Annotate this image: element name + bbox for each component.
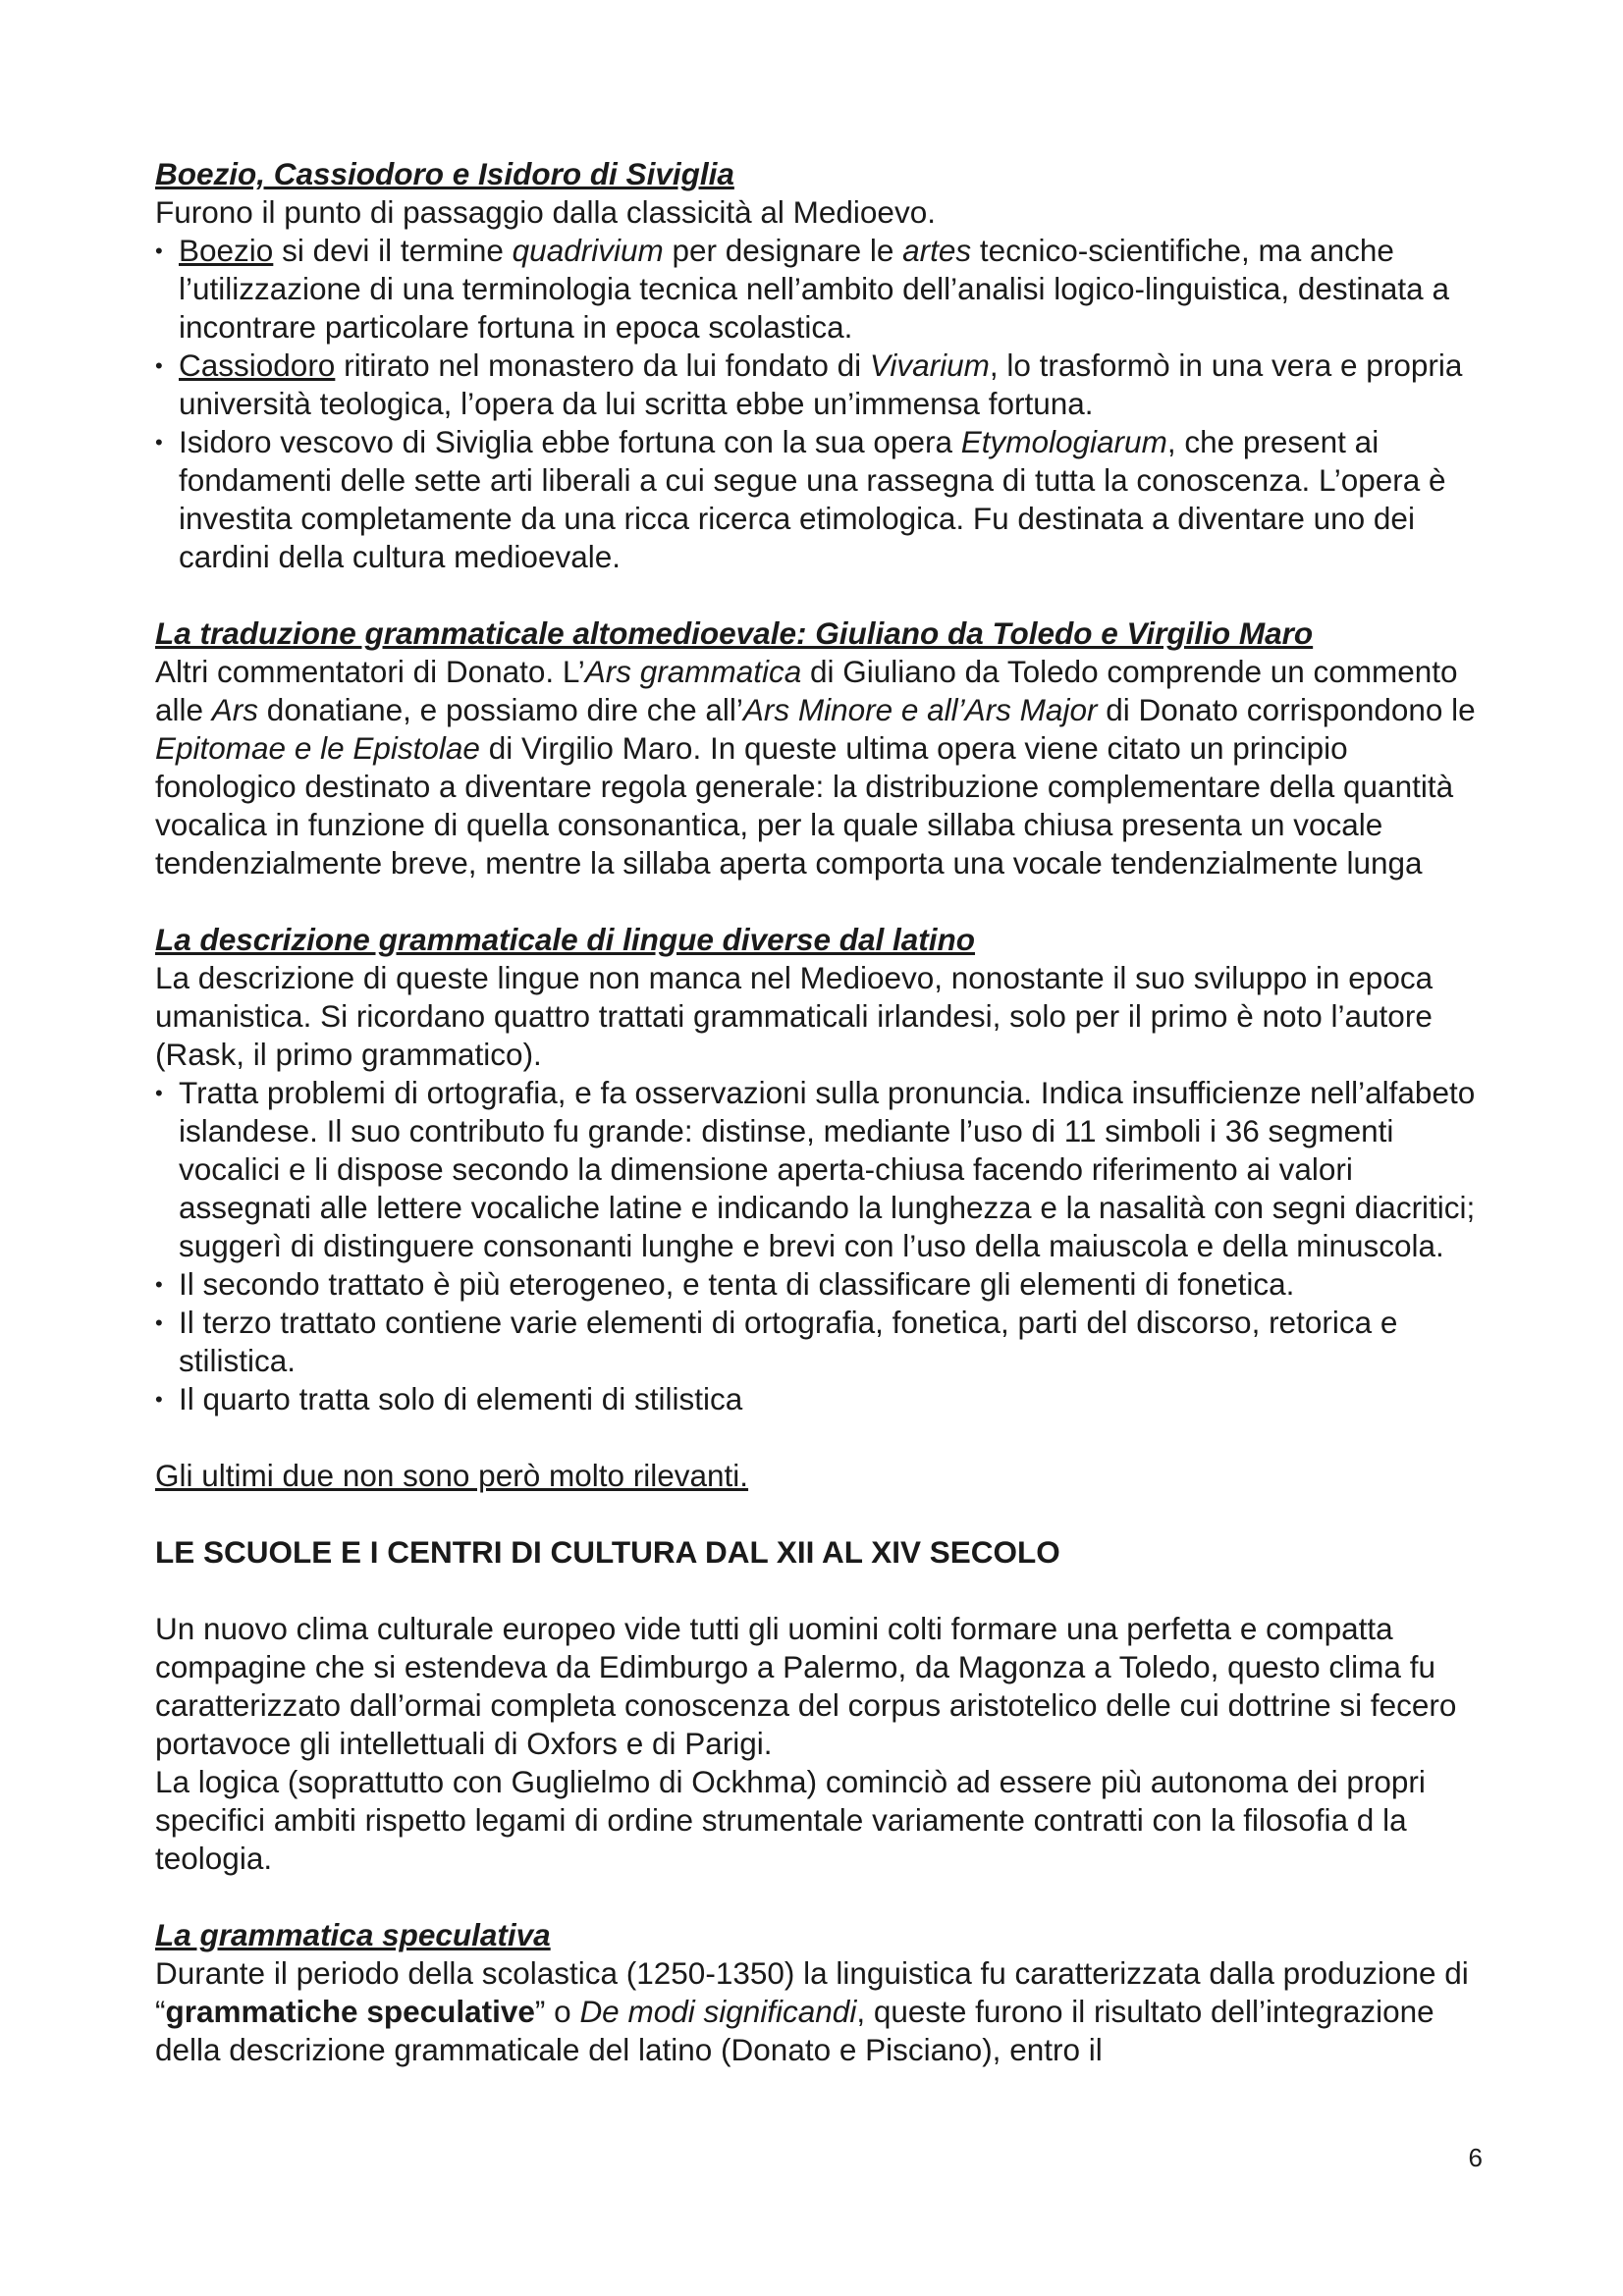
descrizione-list xyxy=(155,1074,1486,1418)
heading-boezio: Boezio, Cassiodoro e Isidoro di Siviglia xyxy=(155,156,734,191)
heading-descrizione: La descrizione grammaticale di lingue diverse dal latino xyxy=(155,922,976,957)
descrizione-intro: La descrizione di queste lingue non manca nel Medioevo, nonostante il suo sviluppo in epoca umanistica. Si ricordano quattro trattati grammaticali irlandesi, solo per il primo è noto l’autore (Rask, il primo grammatico). xyxy=(155,960,1434,1072)
page-number: 6 xyxy=(1468,2143,1483,2172)
scuole-paragraph-1: Un nuovo clima culturale europeo vide tutti gli uomini colti formare una perfetta e compatta compagine che si estendeva da Edimburgo a Palermo, da Magonza a Toledo, questo clima fu caratterizzato dall’ormai completa conoscenza del corpus aristotelico delle cui dottrine si fecero portavoce gli intellettuali di Oxfors e di Parigi. xyxy=(155,1611,1457,1761)
list-item: • Il secondo trattato è più eterogeneo, e tenta di classificare gli elementi di fonetica. xyxy=(155,1265,1486,1304)
list-item: • Il quarto tratta solo di elementi di stilistica xyxy=(155,1380,1486,1418)
list-item: • Tratta problemi di ortografia, e fa osservazioni sulla pronuncia. Indica insufficienze nell’alfabeto islandese. Il suo contributo fu grande: distinse, mediante l’uso di 11 simboli i 36 segmenti vocalici e li dispose secondo la dimensione aperta-chiusa facendo riferimento ai valori assegnati alle lettere vocaliche latine e indicando la lunghezza e la nasalità con segni diacritici; suggerì di distinguere consonanti lunghe e brevi con l’uso della maiuscola e della minuscola. xyxy=(155,1074,1486,1265)
heading-scuole: LE SCUOLE E I CENTRI DI CULTURA DAL XII AL XIV SECOLO xyxy=(155,1534,1060,1570)
list-item: • Boezio si devi il termine quadrivium per designare le artes tecnico-scientifiche, ma anche l’utilizzazione di una terminologia tecnica nell’ambito dell’analisi logico-linguistica, destinata a incontrare particolare fortuna in epoca scolastica. xyxy=(155,232,1486,347)
heading-traduzione: La traduzione grammaticale altomedioevale: Giuliano da Toledo e Virgilio Maro xyxy=(155,615,1314,651)
name-cassiodoro: Cassiodoro xyxy=(179,347,336,383)
scuole-paragraph-2: La logica (soprattutto con Guglielmo di Ockhma) cominciò ad essere più autonoma dei propri specifici ambiti rispetto legami di ordine strumentale variamente contratti con la filosofia d la teologia. xyxy=(155,1764,1426,1876)
boezio-intro: Furono il punto di passaggio dalla classicità al Medioevo. xyxy=(155,194,936,230)
list-item: • Isidoro vescovo di Siviglia ebbe fortuna con la sua opera Etymologiarum, che present ai fondamenti delle sette arti liberali a cui segue una rassegna di tutta la conoscenza. L’opera è investita completamente da una ricca ricerca etimologica. Fu destinata a diventare uno dei cardini della cultura medioevale. xyxy=(155,423,1486,576)
descrizione-note: Gli ultimi due non sono però molto rilevanti. xyxy=(155,1458,749,1493)
boezio-list xyxy=(155,232,1486,576)
speculativa-paragraph: Durante il periodo della scolastica (1250-1350) la linguistica fu caratterizzata dalla produzione di “grammatiche speculative” o De modi significandi, queste furono il risultato dell’integrazione della descrizione grammaticale del latino (Donato e Pisciano), entro il xyxy=(155,1955,1469,2067)
traduzione-paragraph: Altri commentatori di Donato. L’Ars grammatica di Giuliano da Toledo comprende un commento alle Ars donatiane, e possiamo dire che all’Ars Minore e all’Ars Major di Donato corrispondono le Epitomae e le Epistolae di Virgilio Maro. In queste ultima opera viene citato un principio fonologico destinato a diventare regola generale: la distribuzione complementare della quantità vocalica in funzione di quella consonantica, per la quale sillaba chiusa presenta un vocale tendenzialmente breve, mentre la sillaba aperta comporta una vocale tendenzialmente lunga xyxy=(155,654,1476,881)
list-item: • Il terzo trattato contiene varie elementi di ortografia, fonetica, parti del discorso, retorica e stilistica. xyxy=(155,1304,1486,1380)
list-item: • Cassiodoro ritirato nel monastero da lui fondato di Vivarium, lo trasformò in una vera e propria università teologica, l’opera da lui scritta ebbe un’immensa fortuna. xyxy=(155,347,1486,423)
page-content xyxy=(155,155,1486,2069)
heading-speculativa: La grammatica speculativa xyxy=(155,1917,551,1952)
name-boezio: Boezio xyxy=(179,233,274,268)
